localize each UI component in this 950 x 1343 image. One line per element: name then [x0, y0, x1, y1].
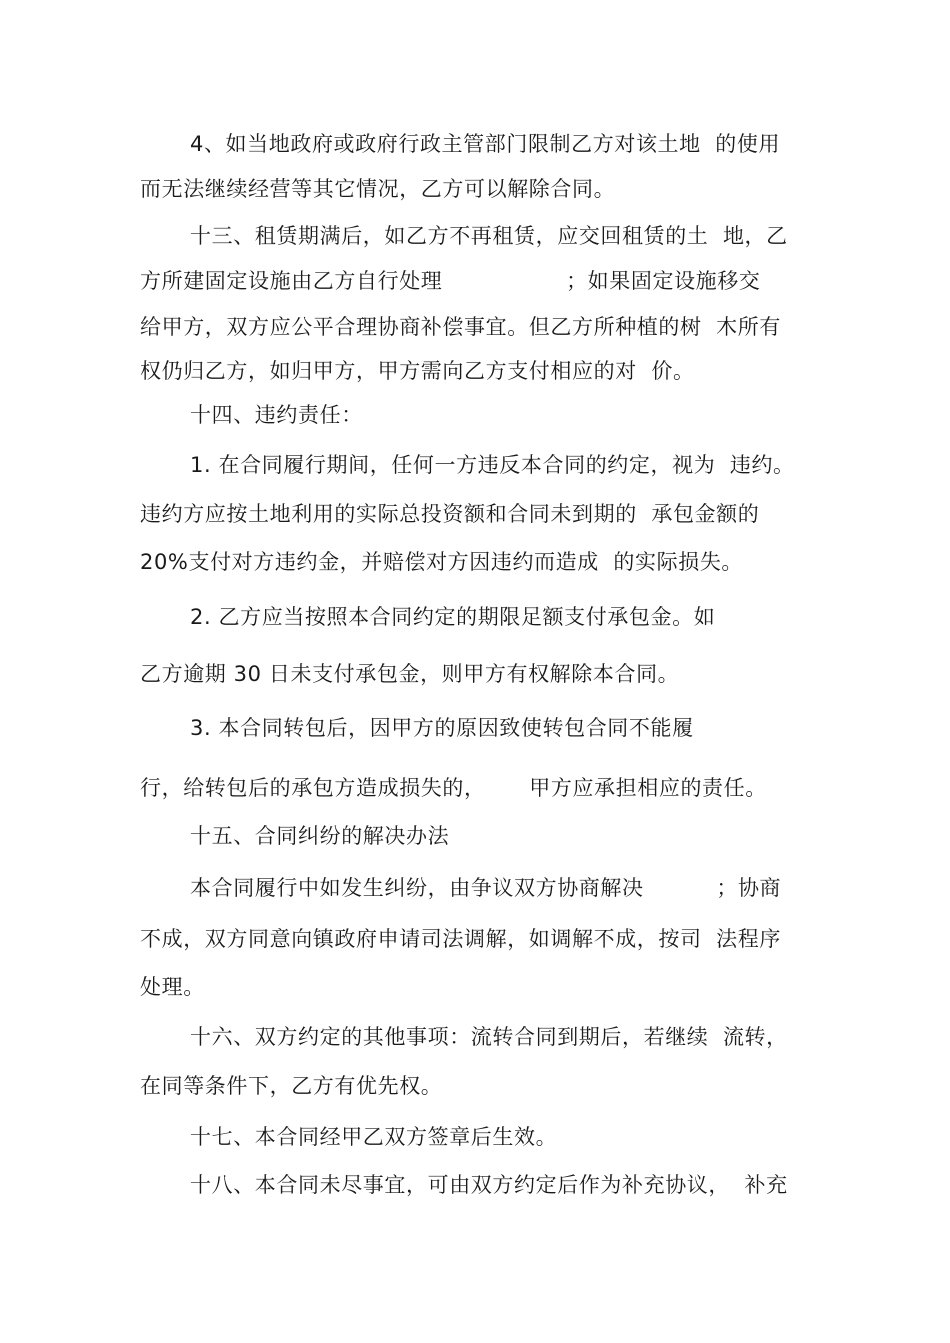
- text-line: 20%支付对方违约金，并赔偿对方因违约而造成 的实际损失。: [140, 550, 744, 574]
- text-line: 给甲方，双方应公平合理协商补偿事宜。但乙方所种植的树 木所有: [140, 315, 781, 339]
- text-line: 十五、合同纠纷的解决办法: [190, 824, 450, 848]
- text-line: 乙方逾期 30 日未支付承包金，则甲方有权解除本合同。: [140, 662, 680, 686]
- text-line: 行，给转包后的承包方造成损失的， 甲方应承担相应的责任。: [140, 776, 767, 800]
- text-line: 在同等条件下，乙方有优先权。: [140, 1074, 443, 1098]
- text-line: 而无法继续经营等其它情况，乙方可以解除合同。: [140, 177, 616, 201]
- text-line: 十八、本合同未尽事宜，可由双方约定后作为补充协议， 补充: [190, 1173, 788, 1197]
- text-line: 方所建固定设施由乙方自行处理 ；如果固定设施移交: [140, 269, 761, 293]
- text-line: 1. 在合同履行期间，任何一方违反本合同的约定，视为 违约。: [190, 453, 795, 477]
- text-line: 不成，双方同意向镇政府申请司法调解，如调解不成，按司 法程序: [140, 927, 781, 951]
- text-line: 本合同履行中如发生纠纷，由争议双方协商解决 ；协商: [190, 876, 782, 900]
- text-line: 十六、双方约定的其他事项：流转合同到期后，若继续 流转，: [190, 1025, 788, 1049]
- text-line: 违约方应按土地利用的实际总投资额和合同未到期的 承包金额的: [140, 502, 760, 526]
- text-line: 权仍归乙方，如归甲方，甲方需向乙方支付相应的对 价。: [140, 359, 695, 383]
- text-line: 十三、租赁期满后，如乙方不再租赁，应交回租赁的土 地，乙: [190, 224, 788, 248]
- text-line: 十七、本合同经甲乙双方签章后生效。: [190, 1125, 558, 1149]
- text-line: 2. 乙方应当按照本合同约定的期限足额支付承包金。如: [190, 605, 716, 629]
- text-line: 3. 本合同转包后，因甲方的原因致使转包合同不能履: [190, 716, 694, 740]
- text-line: 处理。: [140, 975, 205, 999]
- text-line: 十四、违约责任：: [190, 403, 363, 427]
- text-line: 4、如当地政府或政府行政主管部门限制乙方对该土地 的使用: [190, 132, 781, 156]
